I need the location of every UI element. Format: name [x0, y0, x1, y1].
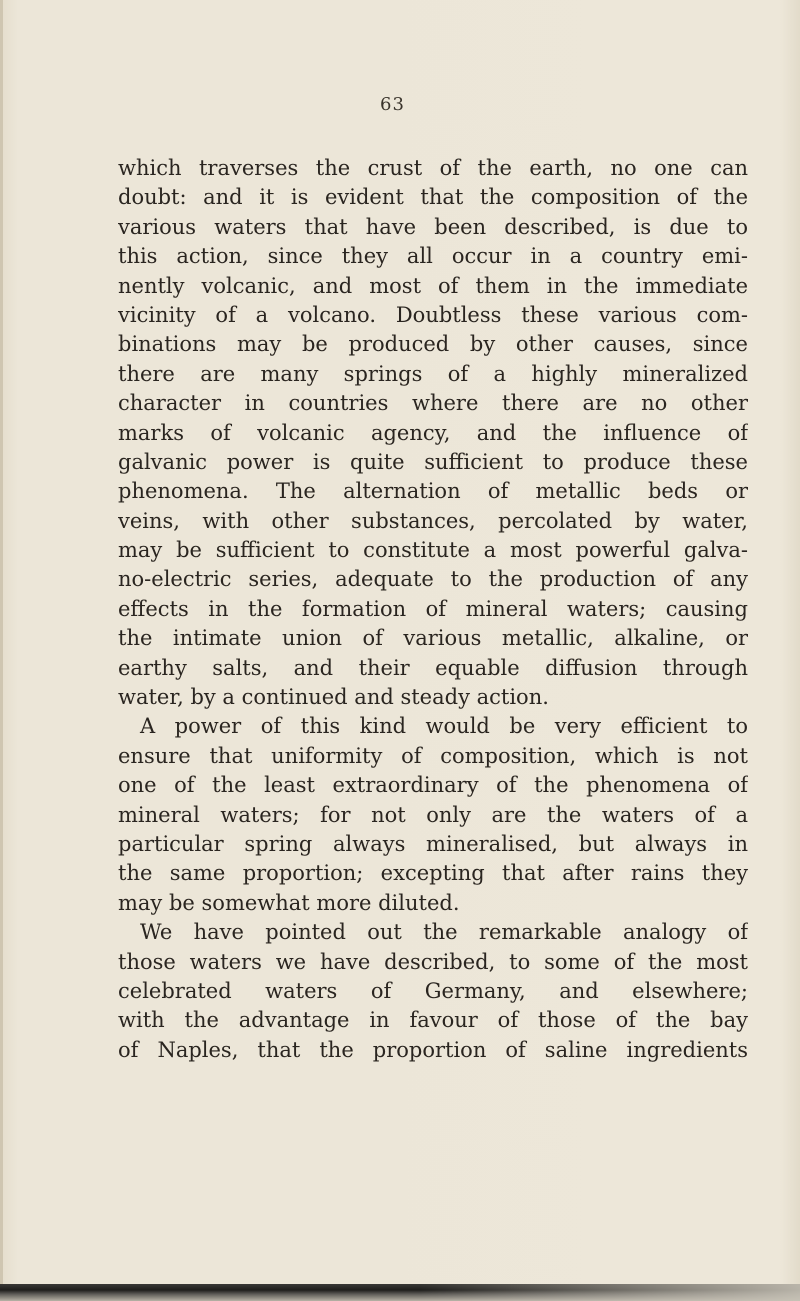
text-line: ensure that uniformity of composition, which is not [118, 743, 748, 768]
text-line: character in countries where there are no other [118, 391, 748, 416]
text-line: vicinity of a volcano. Doubtless these various com- [118, 302, 748, 327]
text-line: mineral waters; for not only are the waters of a [118, 802, 748, 827]
text-line: binations may be produced by other causes, since [118, 332, 748, 357]
page-number: 63 [380, 94, 405, 115]
body-text [118, 154, 748, 1065]
text-line: there are many springs of a highly mineralized [118, 361, 748, 386]
page-bottom-edge-fade [420, 1284, 800, 1301]
text-line: the intimate union of various metallic, alkaline, or [118, 626, 748, 651]
text-line: one of the least extraordinary of the phenomena of [118, 773, 748, 798]
text-line: We have pointed out the remarkable analogy of [140, 920, 748, 945]
text-line: phenomena. The alternation of metallic beds or [118, 479, 748, 504]
text-line: which traverses the crust of the earth, no one can [118, 156, 748, 180]
text-line: this action, since they all occur in a country emi- [118, 244, 748, 269]
text-line: doubt: and it is evident that the composition of the [118, 185, 748, 210]
text-line: may be sufficient to constitute a most powerful galva- [118, 538, 748, 563]
text-line: those waters we have described, to some of the most [118, 949, 748, 974]
text-line: water, by a continued and steady action. [118, 685, 549, 710]
page-left-edge [0, 0, 3, 1301]
text-line: may be somewhat more diluted. [118, 890, 460, 915]
text-line: particular spring always mineralised, but always in [118, 831, 748, 856]
text-line: marks of volcanic agency, and the influence of [118, 420, 748, 445]
text-line: the same proportion; excepting that after rains they [118, 861, 748, 886]
text-line: A power of this kind would be very efficient to [140, 714, 748, 739]
text-line: of Naples, that the proportion of saline ingredients [118, 1037, 748, 1062]
text-line: effects in the formation of mineral waters; causing [118, 596, 748, 621]
text-line: veins, with other substances, percolated by water, [118, 508, 748, 533]
text-line: with the advantage in favour of those of the bay [118, 1008, 748, 1033]
text-line: various waters that have been described, is due to [118, 214, 748, 239]
text-line: galvanic power is quite sufficient to produce these [118, 449, 748, 474]
text-line: nently volcanic, and most of them in the immediate [118, 273, 748, 298]
text-line: earthy salts, and their equable diffusion through [118, 655, 748, 680]
text-line: no-electric series, adequate to the production of any [118, 567, 748, 592]
text-line: celebrated waters of Germany, and elsewhere; [118, 978, 748, 1003]
